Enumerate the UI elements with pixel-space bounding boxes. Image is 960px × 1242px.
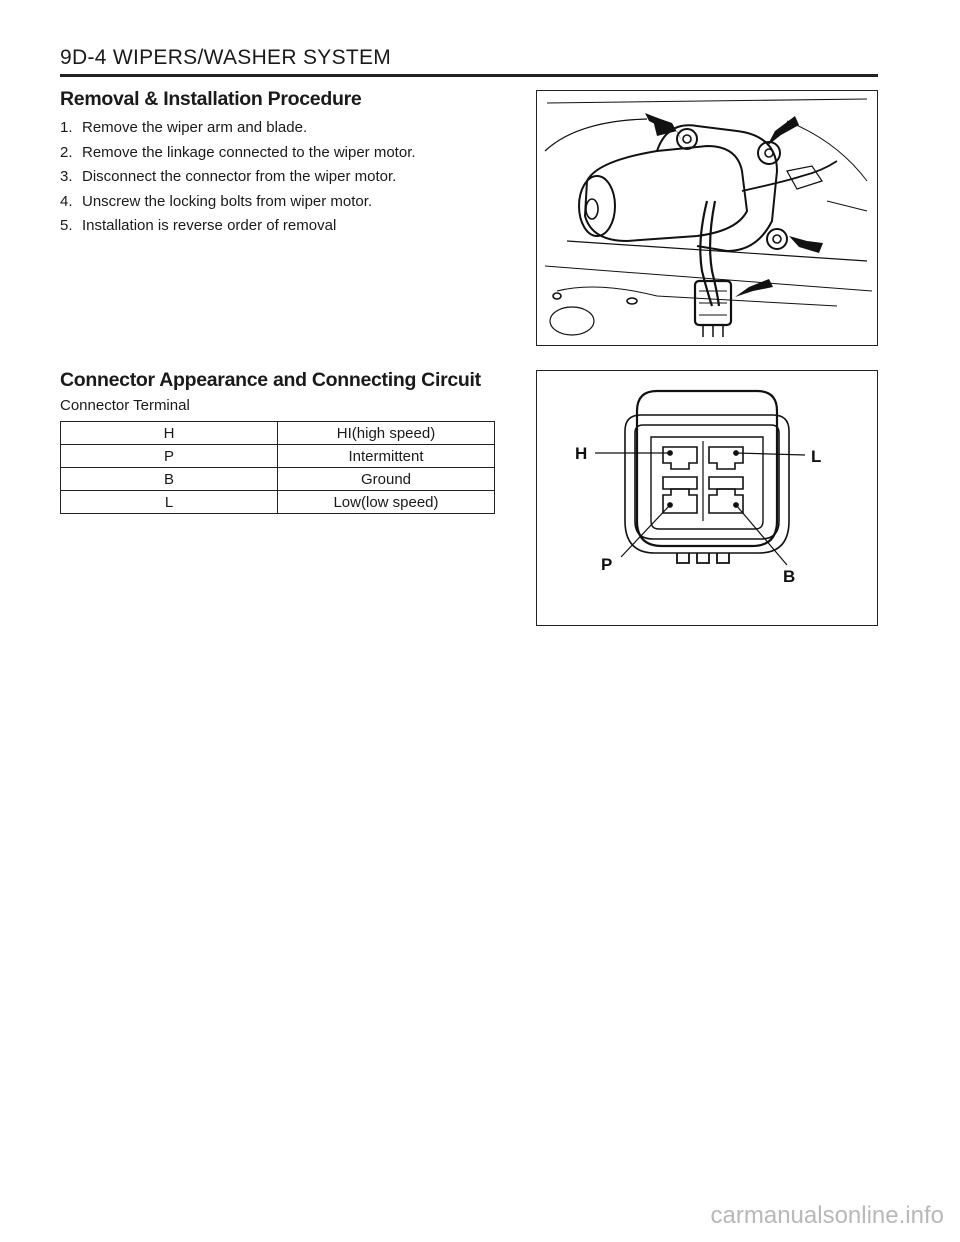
step-number: 5. (60, 217, 73, 234)
label-p: P (601, 555, 613, 574)
label-b: B (783, 567, 796, 586)
function-cell: Low(low speed) (278, 491, 495, 514)
step-number: 3. (60, 168, 73, 185)
connector-terminal-table (60, 421, 495, 514)
function-cell: HI(high speed) (278, 422, 495, 445)
page-header (60, 46, 878, 77)
function-cell: Intermittent (278, 445, 495, 468)
table-row (61, 422, 495, 445)
connector-terminal-subtitle: Connector Terminal (60, 397, 190, 414)
page-title: 9D-4 WIPERS/WASHER SYSTEM (60, 46, 392, 69)
step-number: 1. (60, 119, 73, 136)
step-text: Disconnect the connector from the wiper motor. (82, 168, 397, 185)
terminal-cell: B (61, 468, 278, 491)
function-cell: Ground (278, 468, 495, 491)
procedure-step (60, 118, 416, 143)
step-text: Remove the linkage connected to the wiper motor. (82, 143, 416, 161)
step-text: Unscrew the locking bolts from wiper motor. (82, 192, 373, 210)
wiper-motor-illustration (536, 90, 878, 346)
step-text: Installation is reverse order of removal (82, 217, 337, 234)
terminal-cell: H (61, 422, 278, 445)
procedure-step (60, 216, 416, 241)
label-l: L (811, 447, 822, 466)
removal-section-title: Removal & Installation Procedure (60, 88, 362, 110)
table-row (61, 491, 495, 514)
step-number: 2. (60, 143, 73, 161)
terminal-cell: L (61, 491, 278, 514)
table-row (61, 445, 495, 468)
table-row (61, 468, 495, 491)
procedure-step (60, 143, 416, 168)
step-text: Remove the wiper arm and blade. (82, 119, 308, 136)
procedure-step (60, 167, 416, 192)
step-number: 4. (60, 192, 73, 210)
procedure-steps (60, 118, 416, 241)
connector-section-title: Connector Appearance and Connecting Circuit (60, 369, 481, 391)
terminal-cell: P (61, 445, 278, 468)
label-h: H (575, 444, 588, 463)
watermark: carmanualsonline.info (710, 1202, 944, 1229)
connector-diagram (536, 370, 878, 626)
procedure-step (60, 192, 416, 217)
